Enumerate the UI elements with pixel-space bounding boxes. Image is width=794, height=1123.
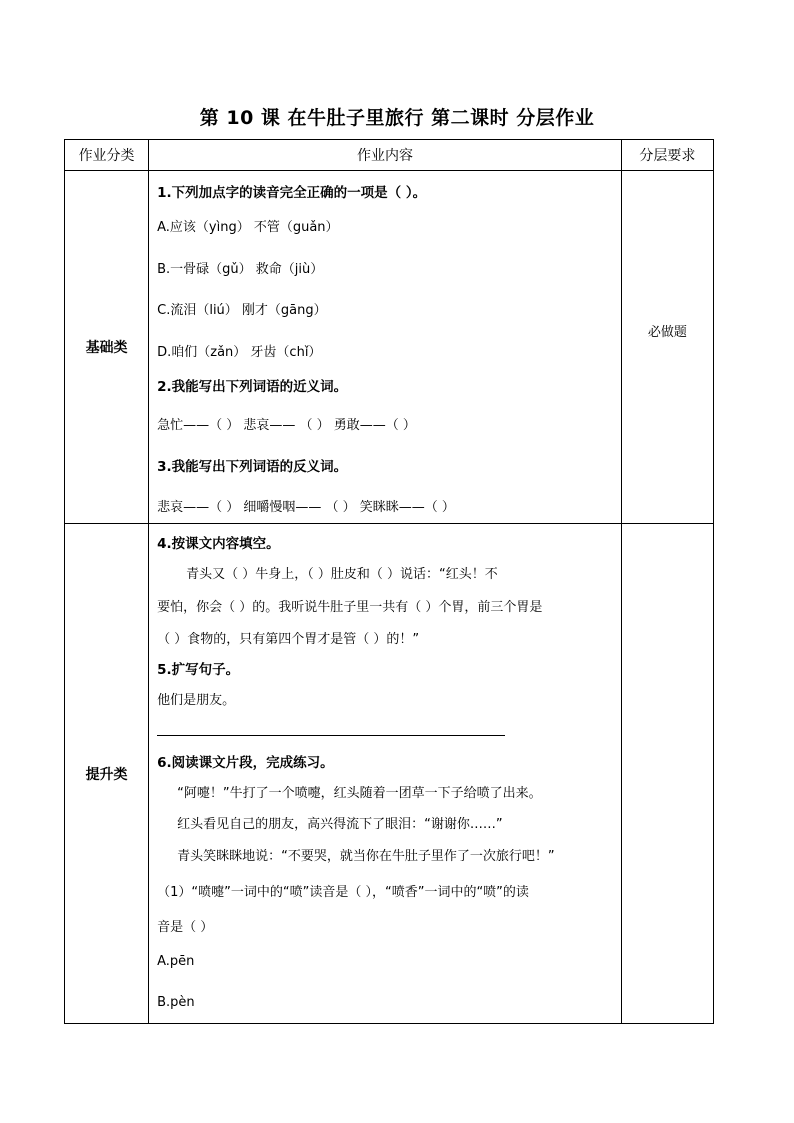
subquestion-1-line-2: 音是（ ） (157, 920, 214, 935)
question-5: 5.扩写句子。 (157, 662, 240, 678)
content-basic (149, 171, 622, 524)
homework-table (64, 139, 714, 1024)
synonym-blanks: 急忙——（ ） 悲哀—— （ ） 勇敢——（ ） (157, 418, 416, 433)
question-4: 4.按课文内容填空。 (157, 536, 280, 552)
option-d: D.咱们（zǎn） 牙齿（chǐ） (157, 345, 322, 360)
antonym-blanks: 悲哀——（ ） 细嚼慢咽—— （ ） 笑眯眯——（ ） (157, 500, 455, 515)
category-basic: 基础类 (65, 171, 149, 524)
page-title: 第 10 课 在牛肚子里旅行 第二课时 分层作业 (199, 107, 595, 129)
option-c: C.流泪（liú） 刚才（gāng） (157, 303, 327, 318)
table-header-row (65, 140, 714, 171)
passage-line-2: 红头看见自己的朋友，高兴得流下了眼泪：“谢谢你……” (177, 817, 503, 832)
header-content: 作业内容 (149, 140, 622, 171)
requirement-basic (621, 171, 713, 524)
table-row-advanced (65, 524, 714, 1024)
fill-line-1: 青头又（ ）牛身上，（ ）肚皮和（ ）说话：“红头！不 (186, 567, 498, 582)
passage-line-3: 青头笑眯眯地说：“不要哭，就当你在牛肚子里作了一次旅行吧！” (177, 849, 555, 864)
question-2: 2.我能写出下列词语的近义词。 (157, 379, 348, 395)
expand-sentence: 他们是朋友。 (157, 693, 236, 708)
subquestion-1-line-1: （1）“喷嚏”一词中的“喷”读音是（ ），“喷香”一词中的“喷”的读 (157, 885, 529, 900)
fill-line-2: 要怕，你会（ ）的。我听说牛肚子里一共有（ ）个胃，前三个胃是 (157, 600, 543, 615)
header-category: 作业分类 (65, 140, 149, 171)
content-advanced (149, 524, 622, 1024)
requirement-advanced (621, 524, 713, 1024)
requirement-label: 必做题 (647, 325, 687, 340)
category-advanced: 提升类 (65, 524, 149, 1024)
table-row-basic (65, 171, 714, 524)
question-1: 1.下列加点字的读音完全正确的一项是（ ）。 (157, 185, 427, 201)
option-b: B.一骨碌（gǔ） 救命（jiù） (157, 262, 324, 277)
question-6: 6.阅读课文片段，完成练习。 (157, 755, 334, 771)
header-requirement: 分层要求 (621, 140, 713, 171)
question-3: 3.我能写出下列词语的反义词。 (157, 459, 348, 475)
passage-line-1: “阿嚏！”牛打了一个喷嚏，红头随着一团草一下子给喷了出来。 (177, 786, 542, 801)
answer-line (157, 735, 505, 736)
fill-line-3: （ ）食物的，只有第四个胃才是管（ ）的！” (157, 632, 420, 647)
option-a: A.应该（yìng） 不管（guǎn） (157, 220, 339, 235)
option-pen4: B.pèn (157, 995, 195, 1010)
option-pen1: A.pēn (157, 954, 195, 969)
